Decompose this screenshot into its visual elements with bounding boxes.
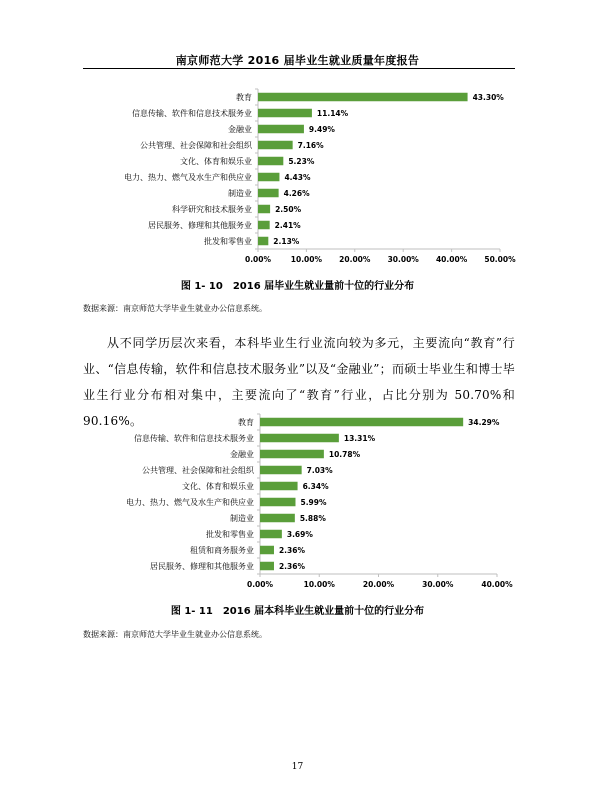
- category-label: 公共管理、社会保障和社会组织: [142, 466, 254, 475]
- category-label: 电力、热力、燃气及水生产和供应业: [126, 498, 254, 507]
- data-label: 5.88%: [299, 514, 326, 523]
- x-tick-label: 30.00%: [387, 255, 419, 264]
- bar: [258, 93, 468, 102]
- category-label: 教育: [238, 418, 254, 427]
- bar: [260, 530, 282, 539]
- data-label: 13.31%: [343, 434, 376, 443]
- data-label: 7.16%: [297, 141, 324, 150]
- bar: [260, 482, 298, 491]
- category-label: 居民服务、修理和其他服务业: [150, 562, 254, 571]
- bar: [260, 514, 295, 523]
- data-label: 2.41%: [274, 221, 301, 230]
- x-tick-label: 10.00%: [303, 580, 335, 589]
- category-label: 批发和零售业: [204, 237, 252, 246]
- data-label: 10.78%: [328, 450, 361, 459]
- data-label: 4.26%: [283, 189, 310, 198]
- bar: [260, 418, 463, 427]
- data-label: 6.34%: [302, 482, 329, 491]
- chart-industry-all: [0, 86, 595, 272]
- x-tick-label: 40.00%: [435, 255, 468, 264]
- data-label: 2.36%: [278, 546, 306, 555]
- bar: [258, 205, 270, 214]
- bar: [260, 466, 302, 475]
- category-label: 金融业: [228, 125, 252, 134]
- bar: [260, 562, 274, 571]
- x-tick-label: 10.00%: [290, 255, 323, 264]
- data-label: 2.50%: [275, 205, 302, 214]
- data-label: 11.14%: [316, 109, 349, 118]
- page-number: 17: [291, 762, 304, 772]
- bar: [258, 141, 293, 150]
- bar: [258, 157, 283, 166]
- category-label: 制造业: [230, 514, 254, 523]
- figure-caption-1: 图 1- 10 2016 届毕业生就业量前十位的行业分布: [180, 281, 415, 292]
- category-label: 信息传输、软件和信息技术服务业: [134, 434, 254, 443]
- data-label: 4.43%: [284, 173, 311, 182]
- category-label: 文化、体育和娱乐业: [182, 482, 254, 491]
- bar: [260, 546, 274, 555]
- data-label: 7.03%: [306, 466, 333, 475]
- category-label: 制造业: [228, 189, 252, 198]
- data-label: 2.13%: [273, 237, 300, 246]
- category-label: 科学研究和技术服务业: [172, 205, 252, 214]
- category-label: 租赁和商务服务业: [190, 546, 254, 555]
- x-tick-label: 50.00%: [484, 255, 516, 264]
- x-tick-label: 0.00%: [244, 255, 272, 264]
- category-label: 文化、体育和娱乐业: [180, 157, 252, 166]
- x-tick-label: 40.00%: [481, 580, 513, 589]
- bar: [258, 237, 268, 246]
- header-rule: [83, 68, 515, 69]
- bar: [260, 450, 324, 459]
- category-label: 公共管理、社会保障和社会组织: [140, 141, 252, 150]
- data-label: 34.29%: [468, 418, 500, 427]
- x-tick-label: 20.00%: [339, 255, 371, 264]
- data-label: 2.36%: [278, 562, 306, 571]
- data-label: 3.69%: [286, 530, 313, 539]
- category-label: 电力、热力、燃气及水生产和供应业: [124, 173, 252, 182]
- chart-industry-undergraduate: [0, 411, 595, 597]
- category-label: 批发和零售业: [206, 530, 254, 539]
- category-label: 信息传输、软件和信息技术服务业: [132, 109, 252, 118]
- data-label: 9.49%: [308, 125, 335, 134]
- body-paragraph: 从不同学历层次来看，本科毕业生行业流向较为多元，主要流向“教育”行业、“信息传输，软件和信息技术服务业”以及“金融业”；而硕士毕业生和博士毕业生行业分布相对集中，主要流向了“教育”行业，占比分别为 50.70%和 90.16%。: [83, 336, 515, 428]
- bar: [260, 498, 295, 507]
- data-label: 43.30%: [472, 93, 504, 102]
- x-tick-label: 20.00%: [362, 580, 395, 589]
- category-label: 金融业: [230, 450, 254, 459]
- category-label: 居民服务、修理和其他服务业: [148, 221, 252, 230]
- x-tick-label: 0.00%: [246, 580, 274, 589]
- bar: [258, 173, 279, 182]
- category-label: 教育: [236, 93, 252, 102]
- bar: [258, 125, 304, 134]
- page-header-title: 南京师范大学 2016 届毕业生就业质量年度报告: [175, 54, 420, 67]
- data-label: 5.99%: [300, 498, 327, 507]
- figure-source-1: 数据来源：南京师范大学毕业生就业办公信息系统。: [83, 304, 267, 313]
- bar: [260, 434, 339, 443]
- bar: [258, 109, 312, 118]
- figure-source-2: 数据来源：南京师范大学毕业生就业办公信息系统。: [83, 630, 267, 639]
- x-tick-label: 30.00%: [422, 580, 454, 589]
- bar: [258, 189, 279, 198]
- bar: [258, 221, 270, 230]
- data-label: 5.23%: [288, 157, 315, 166]
- figure-caption-2: 图 1- 11 2016 届本科毕业生就业量前十位的行业分布: [170, 606, 425, 617]
